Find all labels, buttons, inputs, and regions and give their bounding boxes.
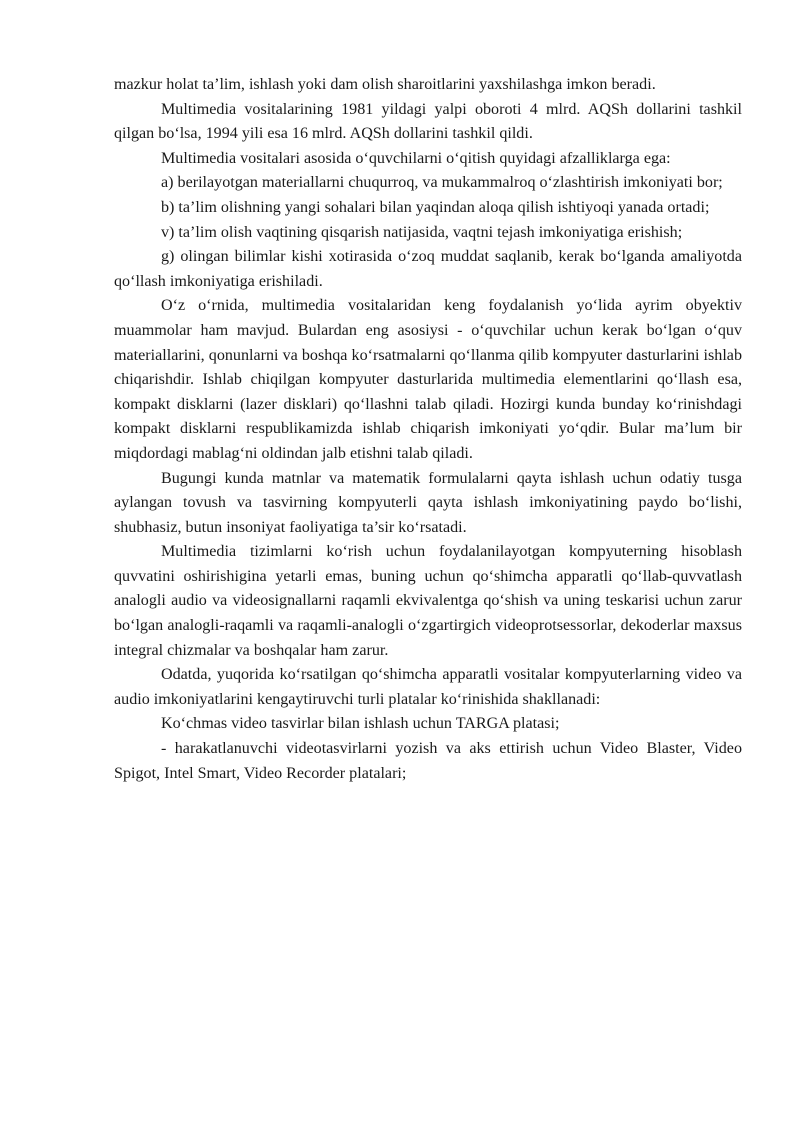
paragraph-continuation: mazkur holat ta’lim, ishlash yoki dam olish sharoitlarini yaxshilashga imkon beradi. [114, 76, 656, 93]
paragraph-problems: O‘z o‘rnida, multimedia vositalaridan keng foydalanish yo‘lida ayrim obyektiv muammolar ham mavjud. Bulardan eng asosiysi - o‘quvchilar uchun kerak bo‘lgan o‘quv materiallarini, qonunlarni va boshqa ko‘rsatmalarni qo‘llanma qilib kompyuter dasturlarini ishlab chiqarishdir. Ishlab chiqilgan kompyuter dasturlarida multimedia elementlarini qo‘llash esa, kompakt disklarni (lazer disklari) qo‘llashni talab qiladi. Hozirgi kunda bunday ko‘rinishdagi kompakt disklarni respublikamizda ishlab chiqarish imkoniyati yo‘qdir. Bular ma’lum bir miqdordagi mablag‘ni oldindan jalb etishni talab qiladi. [114, 297, 742, 462]
paragraph-hardware: Multimedia tizimlarni ko‘rish uchun foydalanilayotgan kompyuterning hisoblash quvvatini oshirishigina yetarli emas, buning uchun qo‘shimcha apparatli qo‘llab-quvvatlash analogli audio va videosignallarni raqamli ekvivalentga qo‘shish va uning teskarisi uchun zarur bo‘lgan analogli-raqamli va raqamli-analogli o‘zgartirgich videoprotsessorlar, dekoderlar maxsus integral chizmalar va boshqalar ham zarur. [114, 543, 742, 659]
list-item-v: v) ta’lim olish vaqtining qisqarish natijasida, vaqtni tejash imkoniyatiga erishish; [161, 223, 683, 241]
list-item-g: g) olingan bilimlar kishi xotirasida o‘zoq muddat saqlanib, kerak bo‘lganda amaliyotda qo‘llash imkoniyatiga erishiladi. [114, 248, 742, 290]
list-item-a: a) berilayotgan materiallarni chuqurroq, va mukammalroq o‘zlashtirish imkoniyati bor; [161, 174, 723, 192]
list-item-video-boards: - harakatlanuvchi videotasvirlarni yozish va aks ettirish uchun Video Blaster, Video Spigot, Intel Smart, Video Recorder platalari; [114, 740, 742, 782]
list-item-targa: Ko‘chmas video tasvirlar bilan ishlash uchun TARGA platasi; [161, 715, 560, 733]
paragraph-today: Bugungi kunda matnlar va matematik formulalarni qayta ishlash uchun odatiy tusga aylangan tovush va tasvirning kompyuterli qayta ishlash imkoniyatining paydo bo‘lishi, shubhasiz, butun insoniyat faoliyatiga ta’sir ko‘rsatadi. [114, 469, 742, 536]
list-item-b: b) ta’lim olishning yangi sohalari bilan yaqindan aloqa qilish ishtiyoqi yanada ortadi; [161, 198, 710, 216]
paragraph-turnover-stats: Multimedia vositalarining 1981 yildagi yalpi oboroti 4 mlrd. AQSh dollarini tashkil qilgan bo‘lsa, 1994 yili esa 16 mlrd. AQSh dollarini tashkil qildi. [114, 100, 742, 143]
document-page [114, 73, 742, 786]
paragraph-advantages-intro: Multimedia vositalari asosida o‘quvchilarni o‘qitish quyidagi afzalliklarga ega: [161, 149, 671, 167]
paragraph-boards-intro: Odatda, yuqorida ko‘rsatilgan qo‘shimcha apparatli vositalar kompyuterlarning video va audio imkoniyatlarini kengaytiruvchi turli platalar ko‘rinishida shakllanadi: [114, 666, 742, 708]
